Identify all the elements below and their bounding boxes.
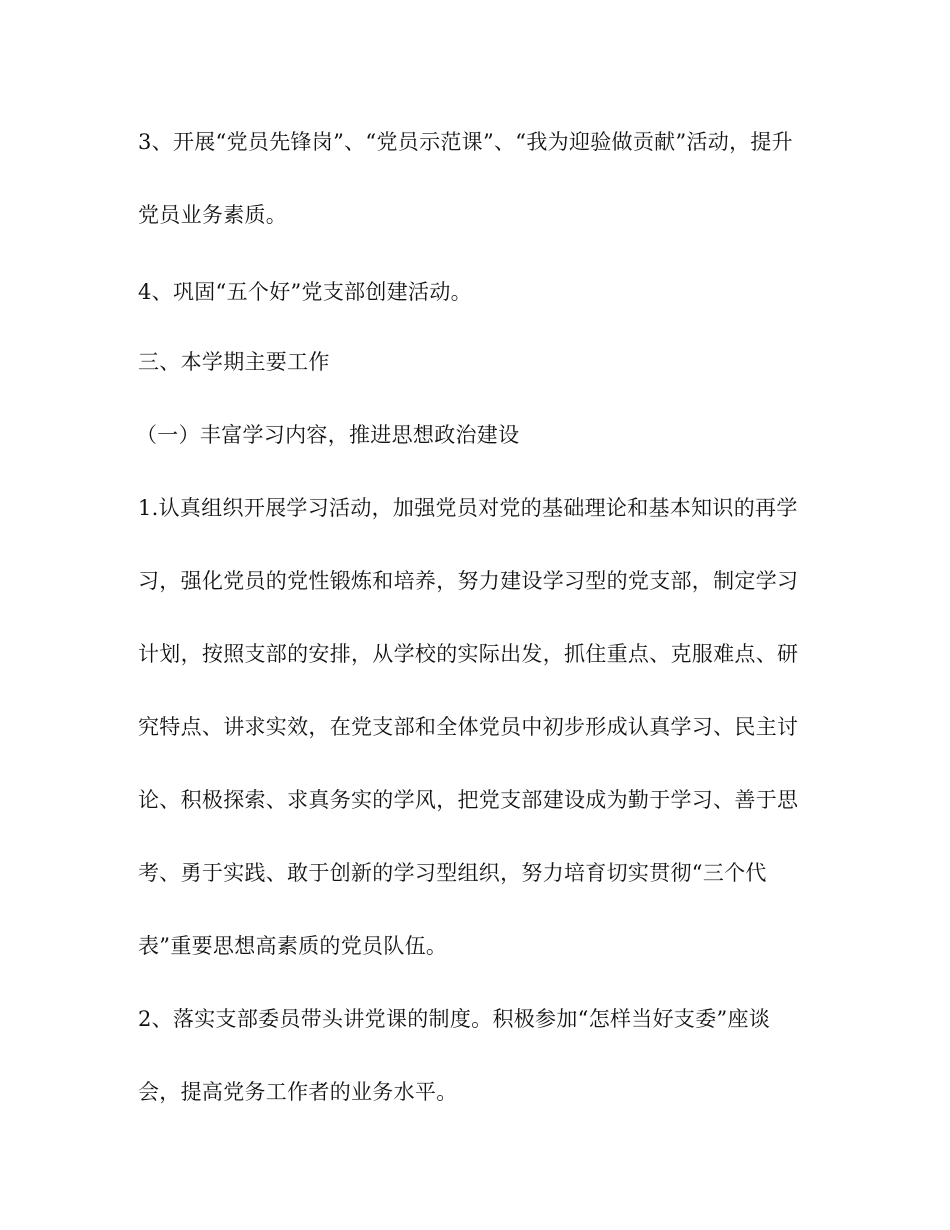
paragraph-line: 2、落实支部委员带头讲党课的制度。积极参加“怎样当好支委”座谈 — [138, 1007, 771, 1031]
paragraph-line: 1.认真组织开展学习活动，加强党员对党的基础理论和基本知识的再学 — [138, 496, 798, 520]
paragraph-line: 4、巩固“五个好”党支部创建活动。 — [138, 280, 472, 304]
section-heading: 三、本学期主要工作 — [138, 350, 330, 374]
paragraph-line: 究特点、讲求实效，在党支部和全体党员中初步形成认真学习、民主讨 — [138, 715, 799, 739]
paragraph-line: 会，提高党务工作者的业务水平。 — [138, 1080, 458, 1104]
paragraph-line: 表”重要思想高素质的党员队伍。 — [138, 934, 448, 958]
subsection-heading: （一）丰富学习内容，推进思想政治建设 — [136, 423, 520, 447]
paragraph-line: 3、开展“党员先锋岗”、“党员示范课”、“我为迎验做贡献”活动，提升 — [138, 130, 793, 154]
paragraph-line: 习，强化党员的党性锻炼和培养，努力建设学习型的党支部，制定学习 — [138, 569, 799, 593]
paragraph-line: 论、积极探索、求真务实的学风，把党支部建设成为勤于学习、善于思 — [138, 788, 799, 812]
paragraph-line: 考、勇于实践、敢于创新的学习型组织，努力培育切实贯彻“三个代 — [138, 861, 767, 885]
paragraph-line: 党员业务素质。 — [138, 203, 288, 227]
paragraph-line: 计划，按照支部的安排，从学校的实际出发，抓住重点、克服难点、研 — [138, 642, 799, 666]
